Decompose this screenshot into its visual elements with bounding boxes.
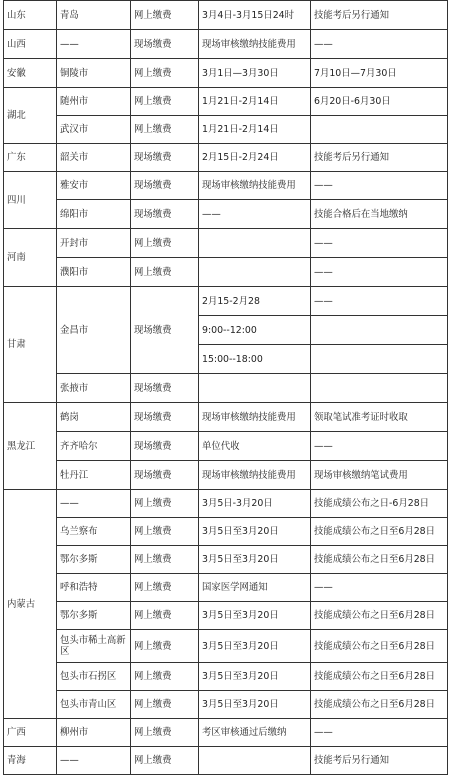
province-cell: 湖北 — [4, 88, 57, 144]
time-cell: 3月4日-3月15日24时 — [199, 1, 311, 30]
table-row — [4, 432, 448, 461]
table-row — [4, 747, 448, 775]
table-row — [4, 30, 448, 59]
note-cell: 技能成绩公布之日至6月28日 — [311, 518, 448, 546]
time-cell: 3月5日至3月20日 — [199, 630, 311, 663]
time-cell: —— — [199, 200, 311, 229]
method-cell: 网上缴费 — [131, 602, 199, 630]
table-row — [4, 144, 448, 172]
time-cell: 3月5日至3月20日 — [199, 546, 311, 574]
table-row — [4, 229, 448, 258]
method-cell: 网上缴费 — [131, 663, 199, 691]
table-row — [4, 287, 448, 316]
city-cell: 开封市 — [57, 229, 131, 258]
note-cell: 技能考后另行通知 — [311, 144, 448, 172]
city-cell: 柳州市 — [57, 719, 131, 747]
table-row — [4, 258, 448, 287]
method-cell: 现场缴费 — [131, 287, 199, 374]
time-cell: 现场审核缴纳技能费用 — [199, 403, 311, 432]
province-cell: 广东 — [4, 144, 57, 172]
note-cell: 技能成绩公布之日至6月28日 — [311, 602, 448, 630]
table-row — [4, 88, 448, 116]
table-row — [4, 691, 448, 719]
note-cell: —— — [311, 432, 448, 461]
city-cell: 齐齐哈尔 — [57, 432, 131, 461]
note-cell: 7月10日—7月30日 — [311, 59, 448, 88]
time-cell: 3月5日至3月20日 — [199, 602, 311, 630]
method-cell: 网上缴费 — [131, 59, 199, 88]
note-cell: 技能成绩公布之日至6月28日 — [311, 691, 448, 719]
table-row — [4, 1, 448, 30]
time-cell: 3月5日至3月20日 — [199, 663, 311, 691]
method-cell: 网上缴费 — [131, 574, 199, 602]
note-cell: 技能成绩公布之日-6月28日 — [311, 490, 448, 518]
method-cell: 网上缴费 — [131, 691, 199, 719]
table-row — [4, 200, 448, 229]
method-cell: 现场缴费 — [131, 144, 199, 172]
city-cell: 张掖市 — [57, 374, 131, 403]
method-cell: 网上缴费 — [131, 88, 199, 116]
table-row — [4, 374, 448, 403]
time-cell: 1月21日-2月14日 — [199, 116, 311, 144]
table-row — [4, 574, 448, 602]
method-cell: 网上缴费 — [131, 747, 199, 775]
time-cell: 3月5日至3月20日 — [199, 518, 311, 546]
note-cell: —— — [311, 172, 448, 200]
table-row — [4, 630, 448, 663]
province-cell: 四川 — [4, 172, 57, 229]
note-cell: —— — [311, 287, 448, 316]
city-cell: 包头市石拐区 — [57, 663, 131, 691]
city-cell: 鄂尔多斯 — [57, 602, 131, 630]
time-cell — [199, 747, 311, 775]
method-cell: 网上缴费 — [131, 518, 199, 546]
city-cell: —— — [57, 747, 131, 775]
time-cell: 3月5日-3月20日 — [199, 490, 311, 518]
table-row — [4, 403, 448, 432]
city-cell: —— — [57, 30, 131, 59]
method-cell: 现场缴费 — [131, 403, 199, 432]
note-cell: 技能合格后在当地缴纳 — [311, 200, 448, 229]
province-cell: 山东 — [4, 1, 57, 30]
note-cell: 技能考后另行通知 — [311, 1, 448, 30]
note-cell: —— — [311, 258, 448, 287]
note-cell — [311, 374, 448, 403]
note-cell: 现场审核缴纳笔试费用 — [311, 461, 448, 490]
city-cell: 武汉市 — [57, 116, 131, 144]
city-cell: 包头市青山区 — [57, 691, 131, 719]
city-cell: 铜陵市 — [57, 59, 131, 88]
method-cell: 网上缴费 — [131, 719, 199, 747]
city-cell: 雅安市 — [57, 172, 131, 200]
table-row — [4, 602, 448, 630]
city-cell: 鹤岗 — [57, 403, 131, 432]
method-cell: 现场缴费 — [131, 374, 199, 403]
method-cell: 现场缴费 — [131, 200, 199, 229]
note-cell: 6月20日-6月30日 — [311, 88, 448, 116]
province-cell: 青海 — [4, 747, 57, 775]
note-cell: —— — [311, 229, 448, 258]
time-cell: 现场审核缴纳技能费用 — [199, 30, 311, 59]
city-cell: 呼和浩特 — [57, 574, 131, 602]
time-cell: 3月5日至3月20日 — [199, 691, 311, 719]
time-cell — [199, 374, 311, 403]
note-cell: 技能成绩公布之日至6月28日 — [311, 630, 448, 663]
city-cell: 绵阳市 — [57, 200, 131, 229]
province-cell: 河南 — [4, 229, 57, 287]
method-cell: 网上缴费 — [131, 490, 199, 518]
city-cell: 鄂尔多斯 — [57, 546, 131, 574]
table-row — [4, 719, 448, 747]
table-row — [4, 116, 448, 144]
note-cell: 领取笔试准考证时收取 — [311, 403, 448, 432]
time-cell: 考区审核通过后缴纳 — [199, 719, 311, 747]
province-cell: 黑龙江 — [4, 403, 57, 490]
time-cell — [199, 229, 311, 258]
table-row — [4, 59, 448, 88]
city-cell: 包头市稀土高新区 — [57, 630, 131, 663]
time-cell: 单位代收 — [199, 432, 311, 461]
city-cell: 乌兰察布 — [57, 518, 131, 546]
time-cell: 2月15日-2月24日 — [199, 144, 311, 172]
city-cell: 牡丹江 — [57, 461, 131, 490]
exam-fee-table — [3, 0, 448, 775]
method-cell: 网上缴费 — [131, 229, 199, 258]
method-cell: 现场缴费 — [131, 432, 199, 461]
time-cell: 15:00--18:00 — [199, 345, 311, 374]
table-row — [4, 546, 448, 574]
method-cell: 网上缴费 — [131, 258, 199, 287]
province-cell: 广西 — [4, 719, 57, 747]
note-cell — [311, 316, 448, 345]
city-cell: 青岛 — [57, 1, 131, 30]
method-cell: 网上缴费 — [131, 1, 199, 30]
method-cell: 现场缴费 — [131, 172, 199, 200]
province-cell: 甘肃 — [4, 287, 57, 403]
time-cell: 现场审核缴纳技能费用 — [199, 461, 311, 490]
table-row — [4, 461, 448, 490]
note-cell: —— — [311, 30, 448, 59]
province-cell: 山西 — [4, 30, 57, 59]
method-cell: 网上缴费 — [131, 116, 199, 144]
method-cell: 网上缴费 — [131, 630, 199, 663]
time-cell: 3月1日—3月30日 — [199, 59, 311, 88]
note-cell: 技能成绩公布之日至6月28日 — [311, 663, 448, 691]
note-cell: —— — [311, 719, 448, 747]
note-cell: 技能成绩公布之日至6月28日 — [311, 546, 448, 574]
table-row — [4, 518, 448, 546]
note-cell: 技能考后另行通知 — [311, 747, 448, 775]
table-row — [4, 490, 448, 518]
city-cell: 韶关市 — [57, 144, 131, 172]
time-cell: 2月15-2月28 — [199, 287, 311, 316]
table-row — [4, 663, 448, 691]
time-cell: 9:00--12:00 — [199, 316, 311, 345]
city-cell: 濮阳市 — [57, 258, 131, 287]
time-cell: 现场审核缴纳技能费用 — [199, 172, 311, 200]
method-cell: 网上缴费 — [131, 546, 199, 574]
city-cell: —— — [57, 490, 131, 518]
time-cell: 国家医学网通知 — [199, 574, 311, 602]
city-cell: 随州市 — [57, 88, 131, 116]
note-cell — [311, 345, 448, 374]
time-cell: 1月21日-2月14日 — [199, 88, 311, 116]
province-cell: 安徽 — [4, 59, 57, 88]
method-cell: 现场缴费 — [131, 461, 199, 490]
time-cell — [199, 258, 311, 287]
city-cell: 金昌市 — [57, 287, 131, 374]
province-cell: 内蒙古 — [4, 490, 57, 719]
note-cell — [311, 116, 448, 144]
note-cell: —— — [311, 574, 448, 602]
table-row — [4, 172, 448, 200]
method-cell: 现场缴费 — [131, 30, 199, 59]
